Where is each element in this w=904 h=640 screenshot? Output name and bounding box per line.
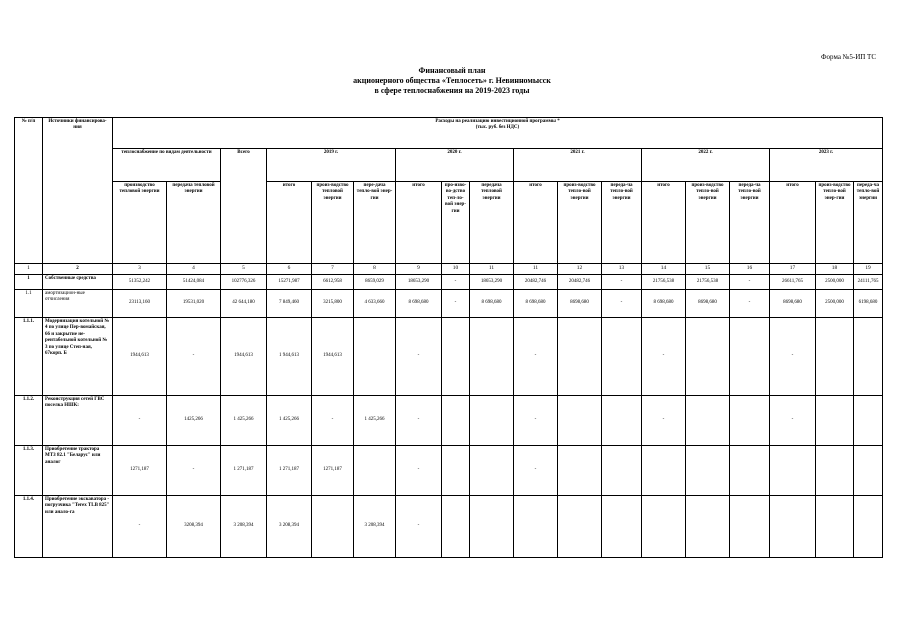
- value-cell: -: [442, 275, 470, 290]
- value-cell: 8698,680: [558, 290, 602, 318]
- title-line-1: Финансовый план: [418, 66, 486, 75]
- value-cell: 8 698,680: [396, 290, 442, 318]
- header-source: Источники финансирова-ния: [43, 118, 113, 264]
- column-number: 10: [442, 264, 470, 275]
- column-number: 13: [602, 264, 642, 275]
- value-cell: 3 208,394: [221, 496, 267, 558]
- column-number: 3: [113, 264, 167, 275]
- value-cell: [730, 396, 770, 446]
- header-2022-total: итого: [642, 182, 686, 264]
- value-cell: [470, 446, 514, 496]
- header-activity-group: теплоснабжение по видам деятельности: [113, 149, 221, 182]
- header-2022-production: произ-водство тепло-вой энергии: [686, 182, 730, 264]
- row-source-name: Приобретение трактора МТЗ 82.1 "Беларус" или аналог: [43, 446, 113, 496]
- value-cell: [354, 318, 396, 396]
- value-cell: 3215,800: [312, 290, 354, 318]
- value-cell: 1 425,266: [267, 396, 312, 446]
- row-number: 1.1.3.: [15, 446, 43, 496]
- row-source-name: Реконструкция сетей ГВС поселка НШК:: [43, 396, 113, 446]
- value-cell: [816, 496, 854, 558]
- value-cell: 6612,958: [312, 275, 354, 290]
- value-cell: 8 698,680: [642, 290, 686, 318]
- header-production: производство тепловой энергии: [113, 182, 167, 264]
- value-cell: 3208,394: [167, 496, 221, 558]
- value-cell: 8659,029: [354, 275, 396, 290]
- value-cell: -: [167, 318, 221, 396]
- column-number: 9: [396, 264, 442, 275]
- value-cell: [854, 318, 883, 396]
- value-cell: -: [514, 396, 558, 446]
- value-cell: [854, 446, 883, 496]
- financial-plan-table: [14, 117, 883, 558]
- value-cell: 3 208,394: [354, 496, 396, 558]
- header-year-2019: 2019 г.: [267, 149, 396, 182]
- column-number: 14: [642, 264, 686, 275]
- header-year-2023: 2023 г.: [770, 149, 883, 182]
- value-cell: [642, 446, 686, 496]
- value-cell: [816, 318, 854, 396]
- value-cell: [602, 446, 642, 496]
- value-cell: 1944,613: [113, 318, 167, 396]
- header-2021-total: итого: [514, 182, 558, 264]
- value-cell: [730, 318, 770, 396]
- value-cell: [686, 396, 730, 446]
- value-cell: 20482,746: [514, 275, 558, 290]
- value-cell: -: [113, 496, 167, 558]
- table-row: [15, 396, 883, 446]
- column-number: 2: [43, 264, 113, 275]
- column-number: 12: [558, 264, 602, 275]
- column-number: 11: [514, 264, 558, 275]
- table-row: [15, 290, 883, 318]
- column-number: 1: [15, 264, 43, 275]
- value-cell: [558, 396, 602, 446]
- value-cell: 1944,613: [312, 318, 354, 396]
- header-2020-total: итого: [396, 182, 442, 264]
- row-source-name: амортизацион-ные отчисления: [43, 290, 113, 318]
- value-cell: [558, 496, 602, 558]
- value-cell: 15271,987: [267, 275, 312, 290]
- row-number: 1.1.4.: [15, 496, 43, 558]
- value-cell: 1271,187: [312, 446, 354, 496]
- value-cell: -: [514, 446, 558, 496]
- header-2019-total: итого: [267, 182, 312, 264]
- value-cell: [442, 446, 470, 496]
- value-cell: [442, 318, 470, 396]
- value-cell: -: [770, 318, 816, 396]
- value-cell: [854, 496, 883, 558]
- column-number: 16: [730, 264, 770, 275]
- value-cell: [470, 318, 514, 396]
- header-2021-production: произ-водство тепло-вой энергии: [558, 182, 602, 264]
- value-cell: 8 698,680: [470, 290, 514, 318]
- header-year-2022: 2022 г.: [642, 149, 770, 182]
- value-cell: [312, 496, 354, 558]
- value-cell: -: [113, 396, 167, 446]
- value-cell: 2500,000: [816, 290, 854, 318]
- value-cell: -: [730, 275, 770, 290]
- value-cell: [558, 446, 602, 496]
- value-cell: 20482,746: [558, 275, 602, 290]
- column-number: 18: [816, 264, 854, 275]
- header-2020-production: про-изво-во-дство теп-ло-вой энер-гии: [442, 182, 470, 264]
- value-cell: [854, 396, 883, 446]
- value-cell: [602, 496, 642, 558]
- column-number: 8: [354, 264, 396, 275]
- value-cell: 1 425,266: [221, 396, 267, 446]
- value-cell: 2500,000: [816, 275, 854, 290]
- value-cell: [816, 446, 854, 496]
- header-2022-transfer: переда-ча тепло-вой энергии: [730, 182, 770, 264]
- value-cell: 6198,680: [854, 290, 883, 318]
- value-cell: [730, 496, 770, 558]
- value-cell: -: [514, 318, 558, 396]
- value-cell: [770, 496, 816, 558]
- value-cell: 26611,765: [770, 275, 816, 290]
- table-row: [15, 496, 883, 558]
- value-cell: [770, 446, 816, 496]
- value-cell: 7 849,460: [267, 290, 312, 318]
- value-cell: 8698,680: [770, 290, 816, 318]
- row-source-name: Приобретение экскаватора - погрузчика "Terex TLB 825" или анало-га: [43, 496, 113, 558]
- value-cell: -: [730, 290, 770, 318]
- value-cell: -: [396, 318, 442, 396]
- value-cell: 3 208,394: [267, 496, 312, 558]
- value-cell: -: [442, 290, 470, 318]
- row-source-name: Модернизация котельной № 4 по улице Пер-вомайская, 66 и закрытие не-рентабельной котельной № 3 по улице Степ-ная, 67корп. Б: [43, 318, 113, 396]
- value-cell: -: [167, 446, 221, 496]
- value-cell: [686, 496, 730, 558]
- header-2021-transfer: переда-ча тепло-вой энергии: [602, 182, 642, 264]
- value-cell: -: [770, 396, 816, 446]
- value-cell: -: [396, 446, 442, 496]
- column-number-row: [15, 264, 883, 275]
- value-cell: [442, 396, 470, 446]
- column-number: 4: [167, 264, 221, 275]
- value-cell: [354, 446, 396, 496]
- value-cell: [686, 318, 730, 396]
- row-source-name: Собственные средства: [43, 275, 113, 290]
- row-number: 1.1: [15, 290, 43, 318]
- header-2023-production: произ-водство тепло-вой энер-гии: [816, 182, 854, 264]
- value-cell: [642, 496, 686, 558]
- header-expenses: [113, 118, 883, 149]
- value-cell: [558, 318, 602, 396]
- header-transfer: передача тепловой энергии: [167, 182, 221, 264]
- value-cell: [602, 318, 642, 396]
- value-cell: 1271,187: [113, 446, 167, 496]
- value-cell: 102776,326: [221, 275, 267, 290]
- header-year-2020: 2020 г.: [396, 149, 514, 182]
- value-cell: [470, 496, 514, 558]
- table-row: [15, 446, 883, 496]
- column-number: 15: [686, 264, 730, 275]
- header-expenses-title: Расходы на реализацию инвестиционной программы *: [435, 119, 560, 124]
- value-cell: -: [312, 396, 354, 446]
- value-cell: [686, 446, 730, 496]
- value-cell: -: [642, 318, 686, 396]
- value-cell: [442, 496, 470, 558]
- column-number: 19: [854, 264, 883, 275]
- value-cell: 24111,765: [854, 275, 883, 290]
- value-cell: [730, 446, 770, 496]
- header-year-2021: 2021 г.: [514, 149, 642, 182]
- value-cell: 8 698,680: [514, 290, 558, 318]
- header-2023-total: итого: [770, 182, 816, 264]
- header-2019-transfer: пере-дача тепло-вой энер-гии: [354, 182, 396, 264]
- table-row: [15, 275, 883, 290]
- column-number: 7: [312, 264, 354, 275]
- value-cell: 19531,020: [167, 290, 221, 318]
- row-number: 1.1.1.: [15, 318, 43, 396]
- value-cell: 4 633,660: [354, 290, 396, 318]
- header-total: Всего: [221, 149, 267, 264]
- column-number: 11: [470, 264, 514, 275]
- value-cell: [602, 396, 642, 446]
- value-cell: 1 271,187: [221, 446, 267, 496]
- value-cell: -: [642, 396, 686, 446]
- header-2023-transfer: переда-ча тепло-вой энергии: [854, 182, 883, 264]
- value-cell: [816, 396, 854, 446]
- value-cell: 1 944,613: [267, 318, 312, 396]
- column-number: 17: [770, 264, 816, 275]
- value-cell: 51352,242: [113, 275, 167, 290]
- document-title: [0, 66, 904, 96]
- value-cell: -: [396, 396, 442, 446]
- form-label: Форма №5-ИП ТС: [821, 53, 876, 61]
- title-line-3: в сфере теплоснабжения на 2019-2023 годы: [374, 86, 530, 95]
- title-line-2: акционерного общества «Теплосеть» г. Невинномысск: [353, 76, 551, 85]
- column-number: 5: [221, 264, 267, 275]
- row-number: 1: [15, 275, 43, 290]
- header-2020-transfer: передача тепловой энергии: [470, 182, 514, 264]
- value-cell: -: [602, 275, 642, 290]
- value-cell: 1944,613: [221, 318, 267, 396]
- value-cell: 1 425,266: [354, 396, 396, 446]
- value-cell: 51424,084: [167, 275, 221, 290]
- value-cell: -: [602, 290, 642, 318]
- column-number: 6: [267, 264, 312, 275]
- value-cell: 21756,538: [642, 275, 686, 290]
- value-cell: 18653,290: [396, 275, 442, 290]
- header-expenses-unit: (тыс. руб. без НДС): [475, 125, 520, 131]
- value-cell: 8698,680: [686, 290, 730, 318]
- value-cell: -: [396, 496, 442, 558]
- header-num: № п/п: [15, 118, 43, 264]
- value-cell: [514, 496, 558, 558]
- value-cell: 21756,538: [686, 275, 730, 290]
- value-cell: 18653,290: [470, 275, 514, 290]
- value-cell: 42 644,180: [221, 290, 267, 318]
- row-number: 1.1.2.: [15, 396, 43, 446]
- value-cell: 1425,266: [167, 396, 221, 446]
- value-cell: 1 271,187: [267, 446, 312, 496]
- value-cell: 23113,160: [113, 290, 167, 318]
- header-2019-production: произ-водство тепловой энергии: [312, 182, 354, 264]
- table-row: [15, 318, 883, 396]
- value-cell: [470, 396, 514, 446]
